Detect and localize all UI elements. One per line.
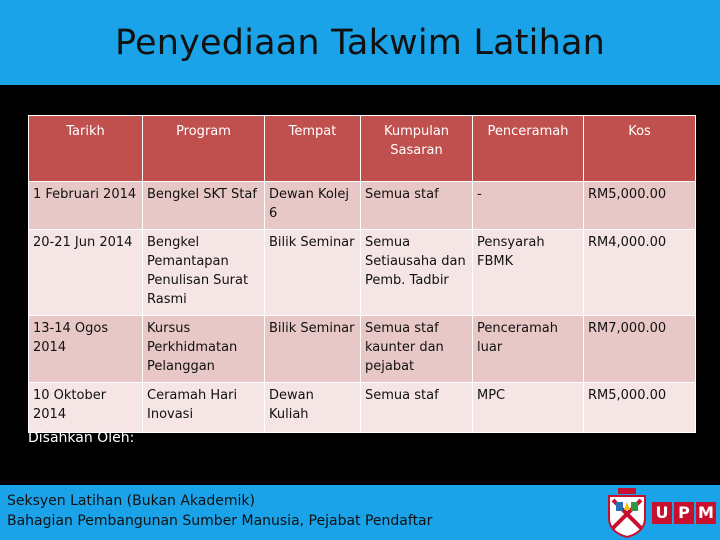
title-band — [0, 0, 720, 85]
table-row — [29, 316, 696, 383]
header-tarikh: Tarikh — [29, 116, 143, 182]
cell-tarikh: 10 Oktober 2014 — [29, 383, 143, 433]
cell-program: Ceramah Hari Inovasi — [143, 383, 265, 433]
schedule-table — [28, 115, 696, 433]
upm-wordmark — [652, 502, 718, 524]
footer-band — [0, 485, 720, 540]
cell-kumpulan-sasaran: Semua Setiausaha dan Pemb. Tadbir — [361, 230, 473, 316]
header-kos: Kos — [584, 116, 696, 182]
cell-tarikh: 13-14 Ogos 2014 — [29, 316, 143, 383]
cell-kos: RM5,000.00 — [584, 383, 696, 433]
cell-tempat: Dewan Kolej 6 — [265, 182, 361, 230]
logo-letter: U — [652, 502, 672, 524]
header-tempat: Tempat — [265, 116, 361, 182]
cell-kumpulan-sasaran: Semua staf kaunter dan pejabat — [361, 316, 473, 383]
footer-text — [7, 491, 432, 531]
table-row — [29, 383, 696, 433]
cell-program: Bengkel SKT Staf — [143, 182, 265, 230]
cell-tempat: Bilik Seminar — [265, 316, 361, 383]
footer-line-1: Seksyen Latihan (Bukan Akademik) — [7, 493, 255, 509]
upm-logo — [606, 487, 720, 539]
cell-tarikh: 20-21 Jun 2014 — [29, 230, 143, 316]
slide-title: Penyediaan Takwim Latihan — [114, 22, 606, 63]
header-program: Program — [143, 116, 265, 182]
cell-kos: RM7,000.00 — [584, 316, 696, 383]
upm-crest-icon — [606, 488, 648, 538]
cell-kos: RM5,000.00 — [584, 182, 696, 230]
cell-program: Bengkel Pemantapan Penulisan Surat Rasmi — [143, 230, 265, 316]
cell-program: Kursus Perkhidmatan Pelanggan — [143, 316, 265, 383]
cell-kumpulan-sasaran: Semua staf — [361, 182, 473, 230]
cell-penceramah: MPC — [473, 383, 584, 433]
cell-kos: RM4,000.00 — [584, 230, 696, 316]
table-header-row — [29, 116, 696, 182]
approved-by-label: Disahkan Oleh: — [28, 430, 135, 446]
footer-line-2: Bahagian Pembangunan Sumber Manusia, Pejabat Pendaftar — [7, 513, 433, 529]
cell-penceramah: - — [473, 182, 584, 230]
cell-kumpulan-sasaran: Semua staf — [361, 383, 473, 433]
table-row — [29, 230, 696, 316]
cell-tarikh: 1 Februari 2014 — [29, 182, 143, 230]
logo-letter: M — [696, 502, 716, 524]
cell-tempat: Bilik Seminar — [265, 230, 361, 316]
table-row — [29, 182, 696, 230]
header-penceramah: Penceramah — [473, 116, 584, 182]
logo-letter: P — [674, 502, 694, 524]
cell-tempat: Dewan Kuliah — [265, 383, 361, 433]
header-kumpulan-sasaran: Kumpulan Sasaran — [361, 116, 473, 182]
slide-content — [0, 85, 720, 485]
cell-penceramah: Penceramah luar — [473, 316, 584, 383]
cell-penceramah: Pensyarah FBMK — [473, 230, 584, 316]
